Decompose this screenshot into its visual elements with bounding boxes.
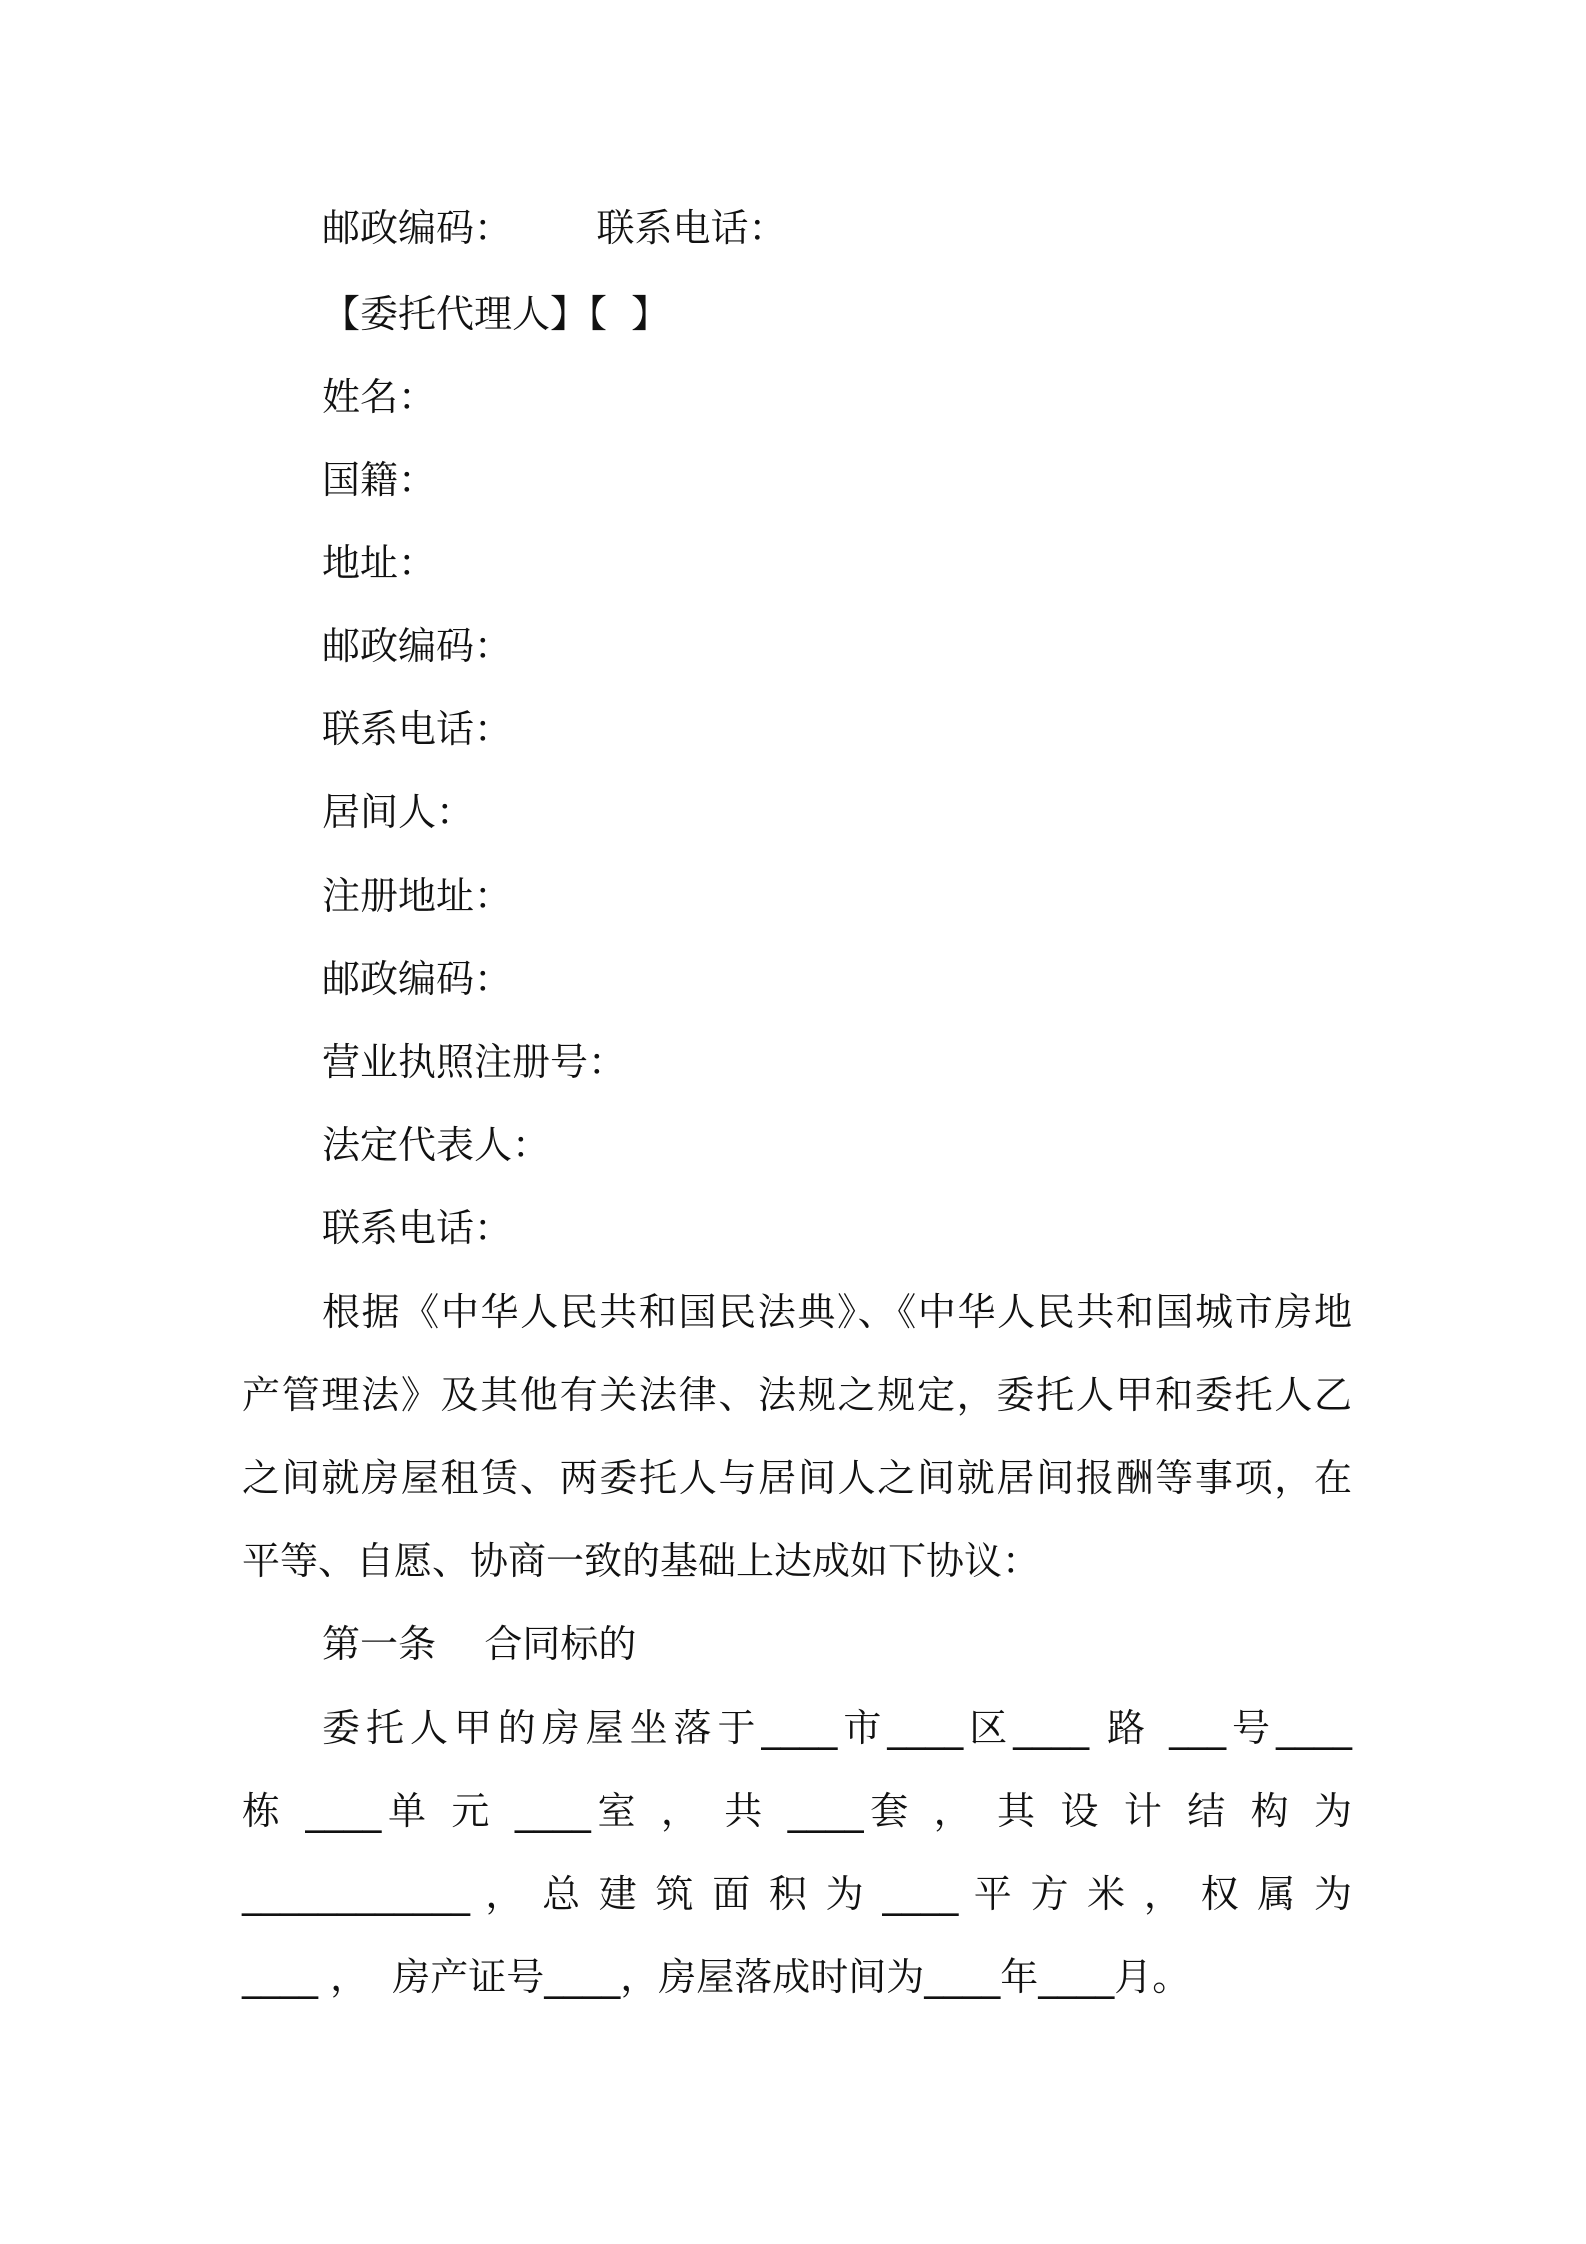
agent-postcode-field: 邮政编码： xyxy=(322,624,513,668)
article-one-line-2: 栋 ____单 元 ____室 ， 共 ____套 ， 其 设 计 结 构 为 xyxy=(242,1789,1352,1833)
agent-name-field: 姓名： xyxy=(322,375,437,419)
article-one-line-1: 委托人甲的房屋坐落于____市____区____ 路 ___号____ xyxy=(322,1706,1352,1750)
article-one-title: 第一条 合同标的 xyxy=(322,1622,637,1666)
business-license-field: 营业执照注册号： xyxy=(322,1040,627,1084)
agent-nationality-field: 国籍： xyxy=(322,458,437,502)
agent-heading: 【委托代理人】【 】 xyxy=(322,292,670,336)
preamble-line-2: 产管理法》及其他有关法律、法规之规定，委托人甲和委托人乙 xyxy=(242,1373,1352,1417)
agent-address-field: 地址： xyxy=(322,541,437,585)
intermediary-phone-field: 联系电话： xyxy=(322,1206,513,1250)
preamble-line-3: 之间就房屋租赁、两委托人与居间人之间就居间报酬等事项，在 xyxy=(242,1456,1352,1500)
legal-representative-field: 法定代表人： xyxy=(322,1123,551,1167)
preamble-line-1: 根据《中华人民共和国民法典》、《中华人民共和国城市房地 xyxy=(322,1290,1352,1334)
agent-phone-field: 联系电话： xyxy=(322,707,513,751)
article-one-line-3: ____________ ， 总 建 筑 面 积 为 ____ 平 方 米 ， 权 属 为 xyxy=(242,1872,1352,1916)
preamble-line-4: 平等、自愿、协商一致的基础上达成如下协议： xyxy=(242,1539,1041,1583)
postcode-phone-line: 邮政编码： 联系电话： xyxy=(322,206,787,250)
intermediary-postcode-field: 邮政编码： xyxy=(322,957,513,1001)
article-one-line-4: ____ ， 房产证号____，房屋落成时间为____年____月。 xyxy=(242,1955,1191,1999)
registered-address-field: 注册地址： xyxy=(322,874,513,918)
intermediary-field: 居间人： xyxy=(322,790,475,834)
